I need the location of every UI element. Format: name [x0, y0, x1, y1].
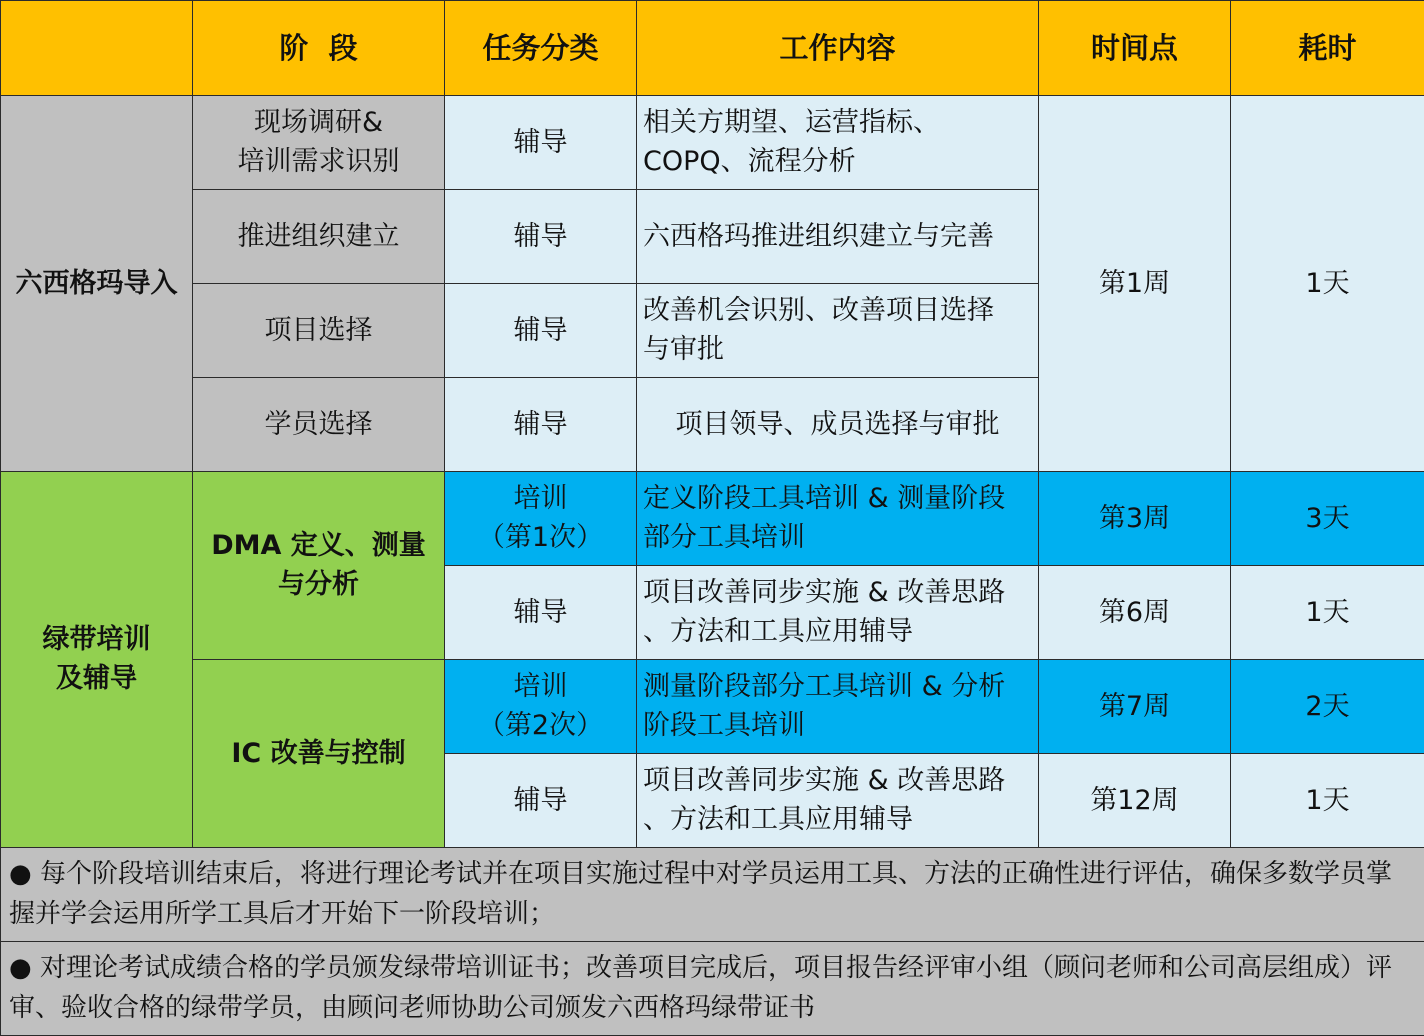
content-line: 部分工具培训 — [643, 522, 805, 554]
content-line: 项目改善同步实施 & 改善思路 — [643, 577, 1006, 609]
task-cell: 辅导 — [445, 189, 637, 283]
content-line: 、方法和工具应用辅导 — [643, 804, 913, 836]
content-line: 相关方期望、运营指标、 — [643, 107, 940, 139]
stage-line: 与分析 — [278, 569, 359, 601]
note-row — [1, 847, 1424, 941]
stage-line: DMA 定义、测量 — [211, 530, 426, 562]
stage-cell: 学员选择 — [193, 377, 445, 471]
content-cell: 六西格玛推进组织建立与完善 — [637, 189, 1039, 283]
header-time-point: 时间点 — [1039, 1, 1231, 96]
header-work-content: 工作内容 — [637, 1, 1039, 96]
stage-dma — [193, 471, 445, 659]
content-cell: 项目领导、成员选择与审批 — [637, 377, 1039, 471]
task-cell: 辅导 — [445, 283, 637, 377]
table-row — [1, 96, 1424, 190]
content-line: 与审批 — [643, 334, 724, 366]
stage-cell — [193, 96, 445, 190]
content-line: 定义阶段工具培训 & 测量阶段 — [643, 483, 1006, 515]
content-line: COPQ、流程分析 — [643, 146, 856, 178]
table-row — [1, 471, 1424, 565]
stage-ic: IC 改善与控制 — [193, 659, 445, 847]
stage-line: 培训需求识别 — [237, 146, 400, 178]
content-cell — [637, 283, 1039, 377]
task-cell: 辅导 — [445, 753, 637, 847]
task-line: 培训 — [513, 671, 568, 703]
task-cell — [445, 471, 637, 565]
duration-cell: 1天 — [1231, 96, 1424, 472]
duration-cell: 3天 — [1231, 471, 1424, 565]
time-point-cell: 第6周 — [1039, 565, 1231, 659]
content-line: 项目改善同步实施 & 改善思路 — [643, 765, 1006, 797]
content-cell — [637, 471, 1039, 565]
time-point-cell: 第12周 — [1039, 753, 1231, 847]
group-six-sigma-intro: 六西格玛导入 — [1, 96, 193, 472]
content-line: 、方法和工具应用辅导 — [643, 616, 913, 648]
task-line: （第1次） — [477, 522, 604, 554]
content-line: 阶段工具培训 — [643, 710, 805, 742]
time-point-cell: 第1周 — [1039, 96, 1231, 472]
stage-cell: 项目选择 — [193, 283, 445, 377]
duration-cell: 2天 — [1231, 659, 1424, 753]
header-duration: 耗时 — [1231, 1, 1424, 96]
note-row — [1, 941, 1424, 1035]
task-cell: 辅导 — [445, 96, 637, 190]
content-cell — [637, 96, 1039, 190]
group-green-belt — [1, 471, 193, 847]
stage-cell: 推进组织建立 — [193, 189, 445, 283]
task-line: 培训 — [513, 483, 568, 515]
note-text: ● 每个阶段培训结束后，将进行理论考试并在项目实施过程中对学员运用工具、方法的正确性进行评估，确保多数学员掌握并学会运用所学工具后才开始下一阶段培训； — [1, 847, 1424, 941]
content-line: 改善机会识别、改善项目选择 — [643, 295, 994, 327]
time-point-cell: 第7周 — [1039, 659, 1231, 753]
content-cell — [637, 659, 1039, 753]
duration-cell: 1天 — [1231, 565, 1424, 659]
task-cell — [445, 659, 637, 753]
task-line: （第2次） — [477, 710, 604, 742]
note-text: ● 对理论考试成绩合格的学员颁发绿带培训证书；改善项目完成后，项目报告经评审小组（顾问老师和公司高层组成）评审、验收合格的绿带学员，由顾问老师协助公司颁发六西格玛绿带证书 — [1, 941, 1424, 1035]
stage-line: 现场调研& — [253, 107, 384, 139]
task-cell: 辅导 — [445, 565, 637, 659]
content-cell — [637, 753, 1039, 847]
task-cell: 辅导 — [445, 377, 637, 471]
header-row — [1, 1, 1424, 96]
group-name-line: 绿带培训 — [42, 624, 151, 656]
header-corner — [1, 1, 193, 96]
header-stage: 阶 段 — [193, 1, 445, 96]
group-name-line: 及辅导 — [56, 663, 137, 695]
duration-cell: 1天 — [1231, 753, 1424, 847]
content-line: 测量阶段部分工具培训 & 分析 — [643, 671, 1006, 703]
time-point-cell: 第3周 — [1039, 471, 1231, 565]
content-cell — [637, 565, 1039, 659]
table-row — [1, 659, 1424, 753]
header-task-type: 任务分类 — [445, 1, 637, 96]
